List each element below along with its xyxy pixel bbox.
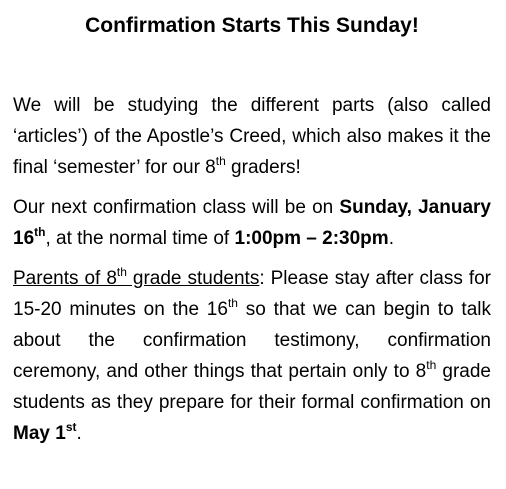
- paragraph-next-class: [13, 192, 491, 254]
- p3-superscript-1: th: [227, 296, 238, 310]
- class-time: 1:00pm – 2:30pm: [234, 228, 389, 249]
- p3-text-c: grade students as they prepare for their formal confirmation on: [13, 361, 491, 413]
- parents-heading-superscript: th: [116, 265, 127, 279]
- announcement-title: Confirmation Starts This Sunday!: [85, 14, 419, 37]
- p3-text-b: so that we can begin to talk about the confirmation testimony, confirmation ceremony, and other things that pertain only to 8: [13, 299, 491, 382]
- announcement-page: [13, 0, 491, 449]
- confirmation-date-superscript: st: [65, 420, 77, 434]
- p3-text-d: .: [76, 423, 82, 444]
- p2-text-c: .: [388, 228, 394, 249]
- p1-text-a: We will be studying the different parts (also called ‘articles’) of the Apostle’s Creed, which also makes it the final ‘semester’ for our 8: [13, 95, 491, 178]
- class-date-superscript: th: [34, 225, 46, 239]
- parents-heading-text-a: Parents of 8: [13, 268, 117, 289]
- confirmation-date-text: May 1: [13, 423, 66, 444]
- parents-heading: [13, 265, 260, 289]
- p2-text-a: Our next confirmation class will be on: [13, 197, 340, 218]
- p3-superscript-2: th: [426, 358, 437, 372]
- p1-superscript: th: [215, 154, 226, 168]
- p1-text-b: graders!: [225, 157, 301, 178]
- p3-text-a: : Please stay after class for 15-20 minutes on the 16: [13, 268, 492, 320]
- paragraph-parents-note: [13, 263, 491, 449]
- class-date-text: Sunday, January 16: [13, 197, 491, 249]
- paragraph-creed-study: [13, 90, 491, 183]
- parents-heading-text-b: grade students: [126, 268, 260, 289]
- p2-text-b: , at the normal time of: [45, 228, 235, 249]
- confirmation-date: [13, 420, 77, 444]
